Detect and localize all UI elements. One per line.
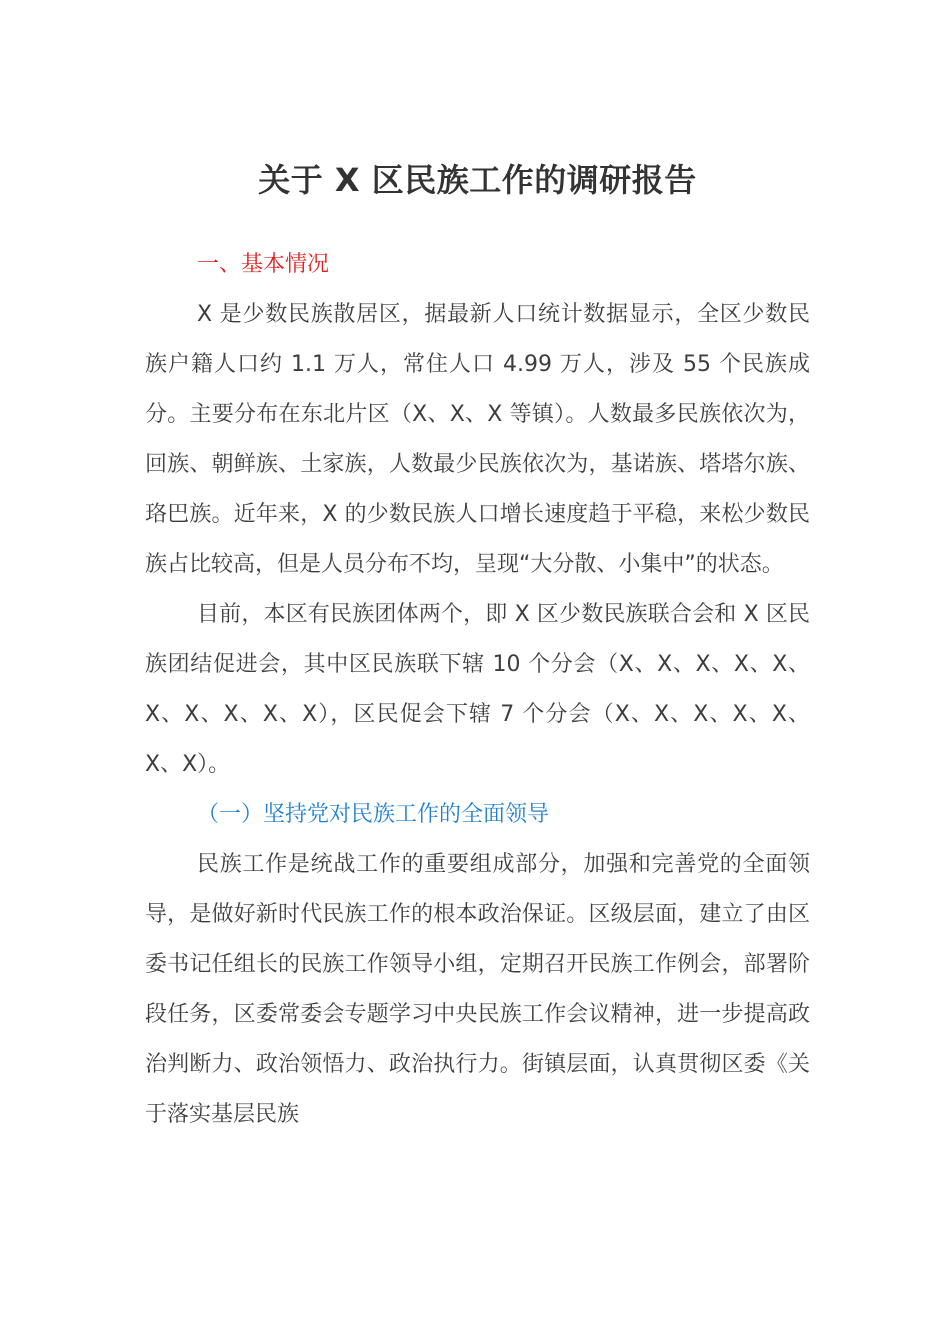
- section-heading-basic-situation: 一、基本情况: [197, 252, 330, 277]
- document-title: 关于 X 区民族工作的调研报告: [258, 161, 697, 199]
- subsection-heading-party-leadership: （一）坚持党对民族工作的全面领导: [197, 802, 550, 827]
- paragraph-leadership: 民族工作是统战工作的重要组成部分，加强和完善党的全面领导，是做好新时代民族工作的根本政治保证。区级层面，建立了由区委书记任组长的民族工作领导小组，定期召开民族工作例会，部署阶段任务，区委常委会专题学习中央民族工作会议精神，进一步提高政治判断力、政治领悟力、政治执行力。街镇层面，认真贯彻区委《关于落实基层民族: [145, 852, 810, 1127]
- paragraph-organizations: 目前，本区有民族团体两个，即 X 区少数民族联合会和 X 区民族团结促进会，其中区民族联下辖 10 个分会（X、X、X、X、X、X、X、X、X、X），区民促会下辖 7 个分会（X、X、X、X、X、X、X）。: [145, 602, 810, 777]
- document-page: [145, 150, 810, 1140]
- paragraph-population: X 是少数民族散居区，据最新人口统计数据显示，全区少数民族户籍人口约 1.1 万人，常住人口 4.99 万人，涉及 55 个民族成分。主要分布在东北片区（X、X、X 等镇）。人数最多民族依次为，回族、朝鲜族、土家族，人数最少民族依次为，基诺族、塔塔尔族、珞巴族。近年来，X 的少数民族人口增长速度趋于平稳，来松少数民族占比较高，但是人员分布不均，呈现“大分散、小集中”的状态。: [145, 302, 810, 577]
